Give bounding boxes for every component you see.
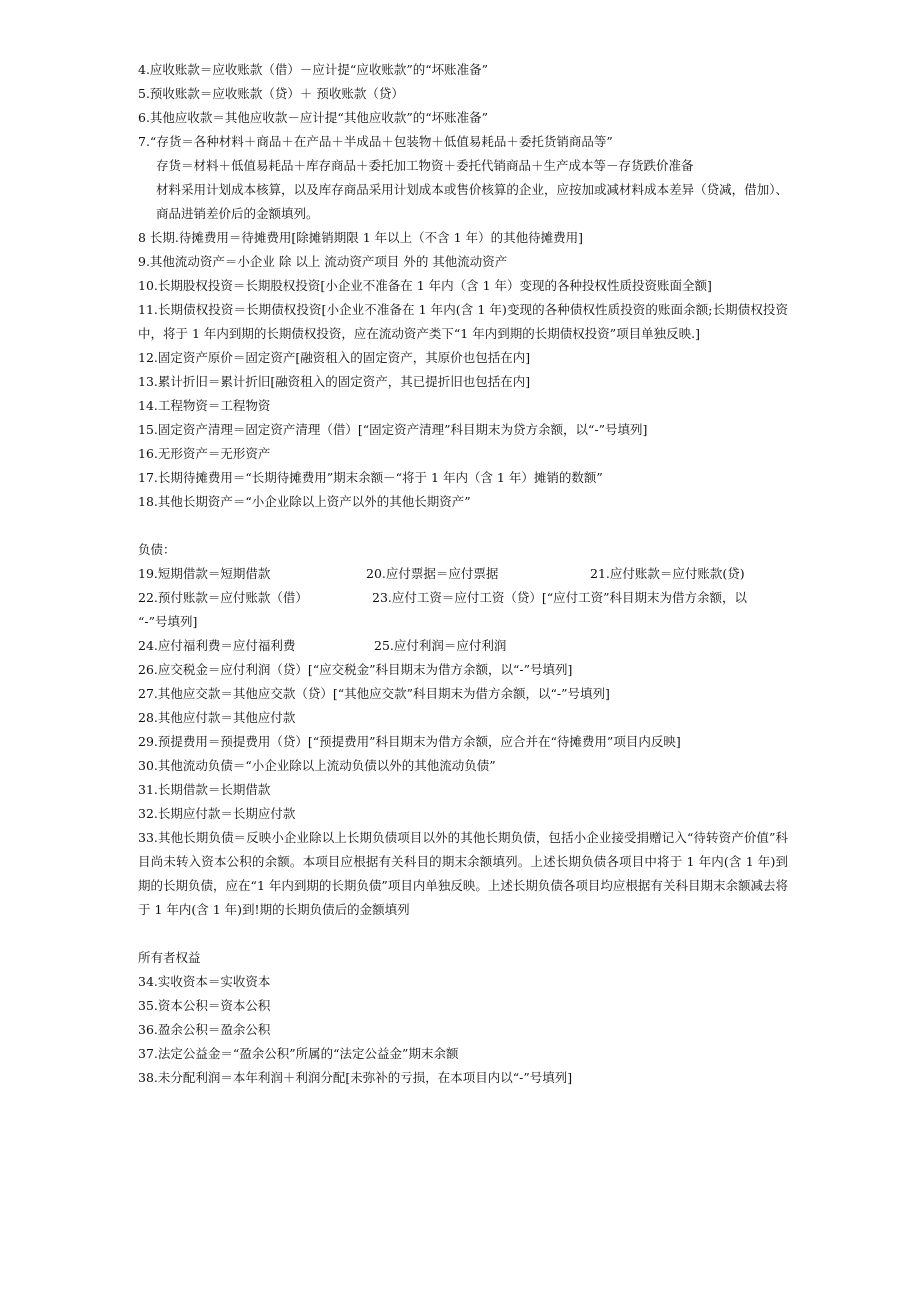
text-line: 6.其他应收款＝其他应收款－应计提“其他应收款”的“坏账准备” — [138, 110, 488, 125]
text-line: 36.盈余公积＝盈余公积 — [138, 1022, 271, 1037]
text-line: 38.未分配利润＝本年利润＋利润分配[未弥补的亏损，在本项目内以“-”号填列] — [138, 1070, 573, 1085]
liabilities-row — [138, 586, 788, 610]
text-line: 14.工程物资＝工程物资 — [138, 398, 271, 413]
section-heading-liabilities: 负债： — [138, 542, 176, 557]
text-line: 35.资本公积＝资本公积 — [138, 998, 271, 1013]
document-page — [138, 58, 788, 1090]
liabilities-row — [138, 562, 788, 586]
blank-line — [138, 922, 788, 946]
text-line: 37.法定公益金＝“盈余公积”所属的“法定公益金”期末余额 — [138, 1046, 459, 1061]
text-line: 31.长期借款＝长期借款 — [138, 782, 271, 797]
liability-item: 19.短期借款＝短期借款 — [138, 566, 271, 581]
text-line: 27.其他应交款＝其他应交款（贷）[“其他应交款”科目期末为借方余额，以“-”号填列] — [138, 686, 610, 701]
inventory-note: 材料采用计划成本核算，以及库存商品采用计划成本或售价核算的企业，应按加或减材料成本差异（贷减，借加）、商品进销差价后的金额填列。 — [156, 182, 788, 221]
text-line: “-”号填列] — [138, 614, 198, 629]
liability-item: 25.应付利润＝应付利润 — [374, 638, 507, 653]
other-long-term-liabilities-paragraph: 33.其他长期负债＝反映小企业除以上长期负债项目以外的其他长期负债，包括小企业接受捐赠记入“待转资产价值”科目尚未转入资本公积的余额。本项目应根据有关科目的期末余额填列。上述长期负债各项目中将于 1 年内(含 1 年)到期的长期负债，应在“1 年内到期的长期负债”项目内单独反映。上述长期负债各项目均应根据有关科目期末余额减去将于 1 年内(含 1 年)到!期的长期负债后的金额填列 — [138, 830, 788, 917]
text-line: 9.其他流动资产＝小企业 除 以上 流动资产项目 外的 其他流动资产 — [138, 254, 508, 269]
text-line: 8 长期.待摊费用＝待摊费用[除摊销期限 1 年以上（不含 1 年）的其他待摊费用] — [138, 230, 583, 245]
text-line: 32.长期应付款＝长期应付款 — [138, 806, 296, 821]
text-line: 16.无形资产＝无形资产 — [138, 446, 271, 461]
section-heading-equity: 所有者权益 — [138, 950, 201, 965]
text-line: 28.其他应付款＝其他应付款 — [138, 710, 296, 725]
liability-item: 22.预付账款＝应付账款（借） — [138, 590, 308, 605]
text-line: 34.实收资本＝实收资本 — [138, 974, 271, 989]
text-line: 13.累计折旧＝累计折旧[融资租入的固定资产，其已提折旧也包括在内] — [138, 374, 531, 389]
text-line: 15.固定资产清理＝固定资产清理（借）[“固定资产清理”科目期末为贷方余额，以“-”号填列] — [138, 422, 648, 437]
inventory-formula: 存货＝材料＋低值易耗品＋库存商品＋委托加工物资＋委托代销商品＋生产成本等－存货跌价准备 — [156, 158, 694, 173]
blank-line — [138, 514, 788, 538]
text-line: 10.长期股权投资＝长期股权投资[小企业不准备在 1 年内（含 1 年）变现的各种投权性质投资账面全额] — [138, 278, 712, 293]
liability-item: 23.应付工资＝应付工资（贷）[“应付工资”科目期末为借方余额，以 — [372, 590, 748, 605]
liability-item: 20.应付票据＝应付票据 — [366, 566, 499, 581]
text-line: 7.“存货＝各种材料＋商品＋在产品＋半成品＋包装物＋低值易耗品＋委托货销商品等” — [138, 134, 613, 149]
liability-item: 24.应付福利费＝应付福利费 — [138, 638, 296, 653]
text-line: 17.长期待摊费用＝“长期待摊费用”期末余额－“将于 1 年内（含 1 年）摊销的数额” — [138, 470, 603, 485]
text-line: 29.预提费用＝预提费用（贷）[“预提费用”科目期末为借方余额，应合并在“待摊费用”项目内反映] — [138, 734, 681, 749]
long-term-debt-investment-paragraph: 11.长期债权投资＝长期债权投资[小企业不准备在 1 年内(含 1 年)变现的各种债权性质投资的账面余额;长期债权投资中，将于 1 年内到期的长期债权投资，应在流动资产类下“1 年内到期的长期债权投资”项目单独反映.] — [138, 302, 788, 341]
text-line: 12.固定资产原价＝固定资产[融资租入的固定资产，其原价也包括在内] — [138, 350, 531, 365]
text-line: 5.预收账款＝应收账款（贷）＋ 预收账款（贷） — [138, 86, 404, 101]
text-line: 18.其他长期资产＝“小企业除以上资产以外的其他长期资产” — [138, 494, 471, 509]
text-line: 4.应收账款＝应收账款（借）－应计提“应收账款”的“坏账准备” — [138, 62, 488, 77]
text-line: 26.应交税金＝应付利润（贷）[“应交税金”科目期末为借方余额，以“-”号填列] — [138, 662, 573, 677]
liability-item: 21.应付账款＝应付账款(贷) — [590, 566, 745, 581]
liabilities-row — [138, 634, 788, 658]
text-line: 30.其他流动负债＝“小企业除以上流动负债以外的其他流动负债” — [138, 758, 496, 773]
